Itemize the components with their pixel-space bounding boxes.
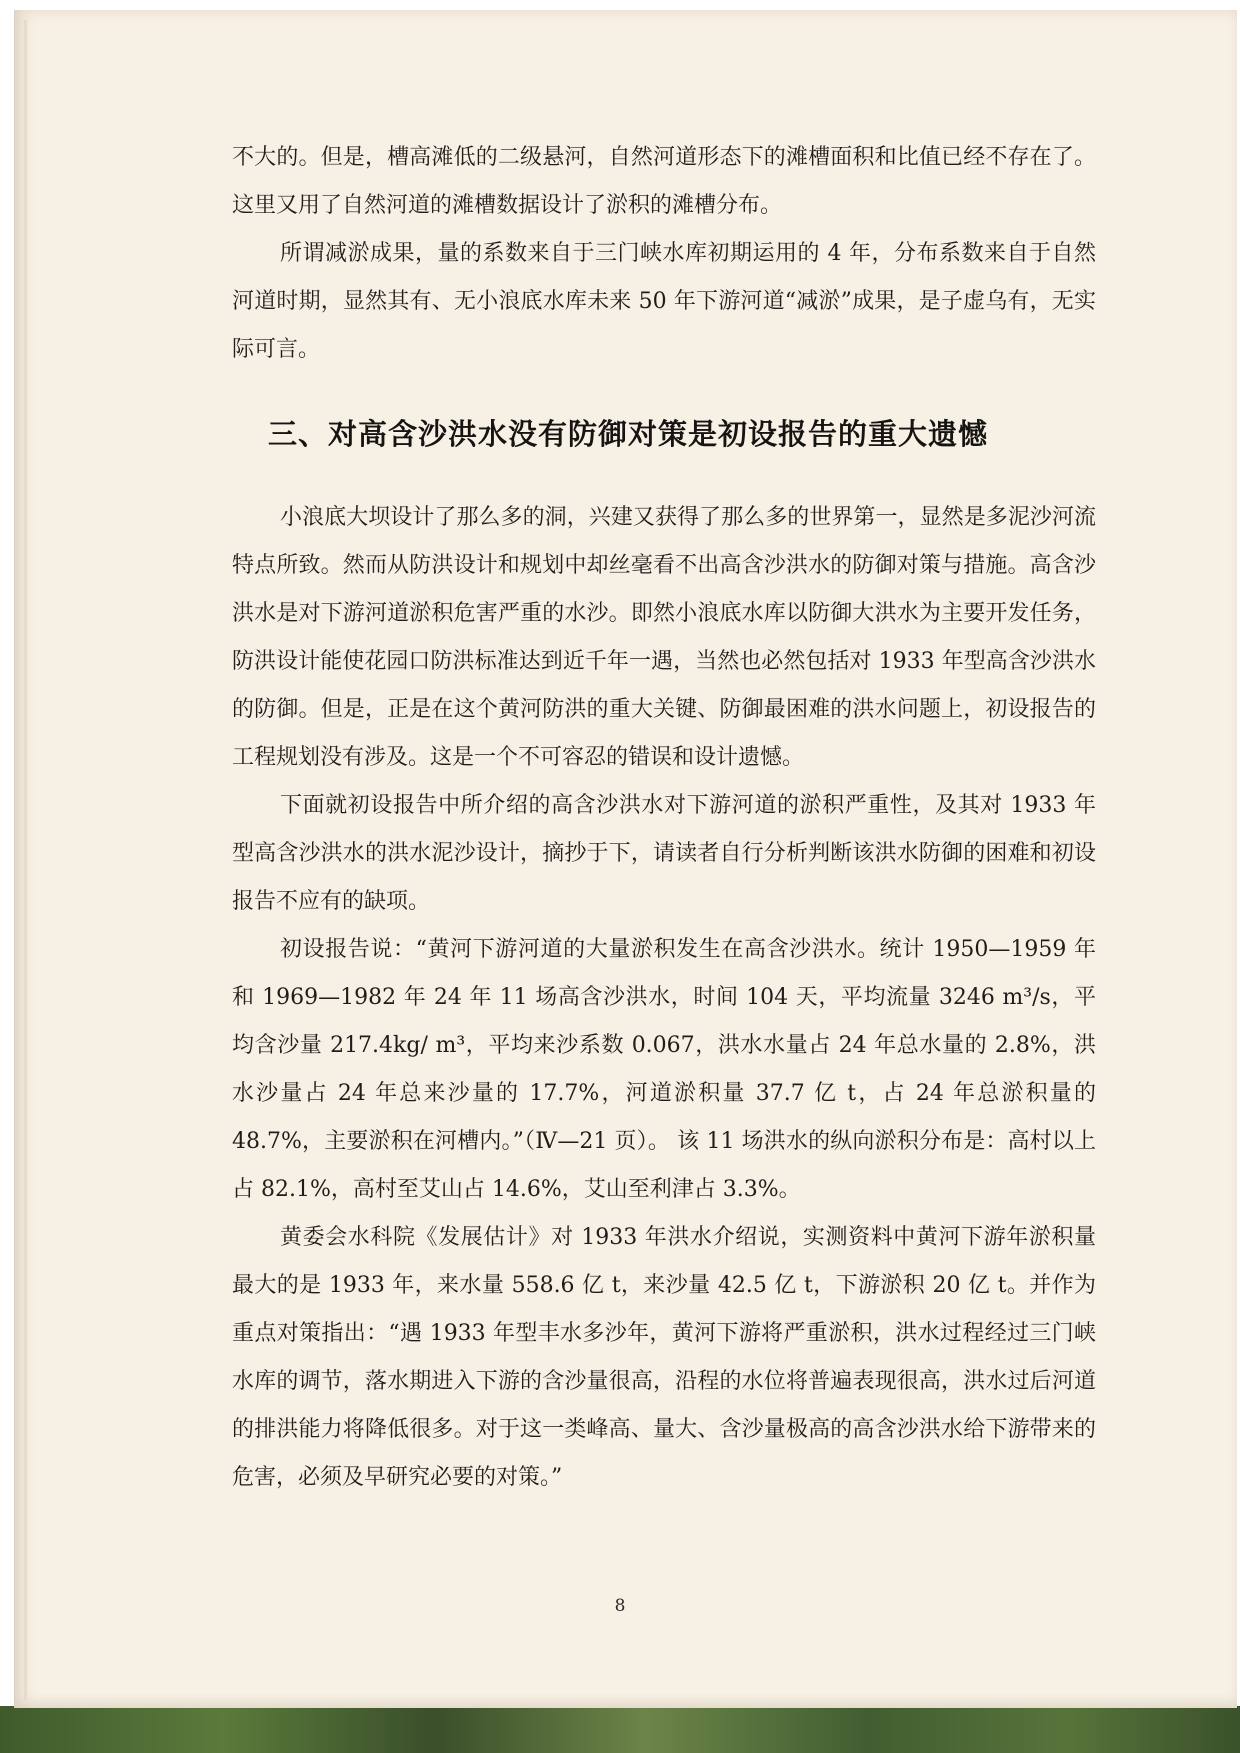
paragraph-xiaolangdi-design: 小浪底大坝设计了那么多的洞，兴建又获得了那么多的世界第一，显然是多泥沙河流特点所致。然而从防洪设计和规划中却丝毫看不出高含沙洪水的防御对策与措施。高含沙洪水是对下游河道淤积危害严重的水沙。即然小浪底水库以防御大洪水为主要开发任务，防洪设计能使花园口防洪标准达到近千年一遇，当然也必然包括对 1933 年型高含沙洪水的防御。但是，正是在这个黄河防洪的重大关键、防御最困难的洪水问题上，初设报告的工程规划没有涉及。这是一个不可容忍的错误和设计遗憾。 bbox=[232, 505, 1096, 770]
page-number: 8 bbox=[614, 1596, 626, 1616]
page-binding-edge bbox=[24, 20, 27, 1700]
paragraph-initial-report-quote: 初设报告说：“黄河下游河道的大量淤积发生在高含沙洪水。统计 1950—1959 年和 1969—1982 年 24 年 11 场高含沙洪水，时间 104 天，平均流量 3246 m³/s，平均含沙量 217.4kg/ m³，平均来沙系数 0.067，洪水水量占 24 年总水量的 2.8%，洪水沙量占 24 年总来沙量的 17.7%，河道淤积量 37.7 亿 t，占 24 年总淤积量的 48.7%，主要淤积在河槽内。”（Ⅳ—21 页）。 该 11 场洪水的纵向淤积分布是：高村以上占 82.1%，高村至艾山占 14.6%，艾山至利津占 3.3%。 bbox=[232, 937, 1096, 1202]
paragraph-report-excerpt-intro: 下面就初设报告中所介绍的高含沙洪水对下游河道的淤积严重性，及其对 1933 年型高含沙洪水的洪水泥沙设计，摘抄于下，请读者自行分析判断该洪水防御的困难和初设报告不应有的缺项。 bbox=[232, 793, 1096, 914]
paragraph-desilting-results: 所谓减淤成果，量的系数来自于三门峡水库初期运用的 4 年，分布系数来自于自然河道时期，显然其有、无小浪底水库未来 50 年下游河道“减淤”成果，是子虚乌有，无实际可言。 bbox=[232, 241, 1096, 362]
paragraph-1933-flood: 黄委会水科院《发展估计》对 1933 年洪水介绍说，实测资料中黄河下游年淤积量最大的是 1933 年，来水量 558.6 亿 t，来沙量 42.5 亿 t，下游淤积 20 亿 t。并作为重点对策指出：“遇 1933 年型丰水多沙年，黄河下游将严重淤积，洪水过程经过三门峡水库的调节，落水期进入下游的含沙量很高，沿程的水位将普遍表现很高，洪水过后河道的排洪能力将降低很多。对于这一类峰高、量大、含沙量极高的高含沙洪水给下游带来的危害，必须及早研究必要的对策。” bbox=[232, 1225, 1096, 1490]
page-content bbox=[232, 134, 1096, 1502]
background-photo-strip bbox=[0, 1706, 1240, 1753]
paragraph-continuation: 不大的。但是，槽高滩低的二级悬河，自然河道形态下的滩槽面积和比值已经不存在了。这里又用了自然河道的滩槽数据设计了淤积的滩槽分布。 bbox=[232, 145, 1096, 218]
section-heading: 三、对高含沙洪水没有防御对策是初设报告的重大遗憾 bbox=[268, 417, 989, 451]
